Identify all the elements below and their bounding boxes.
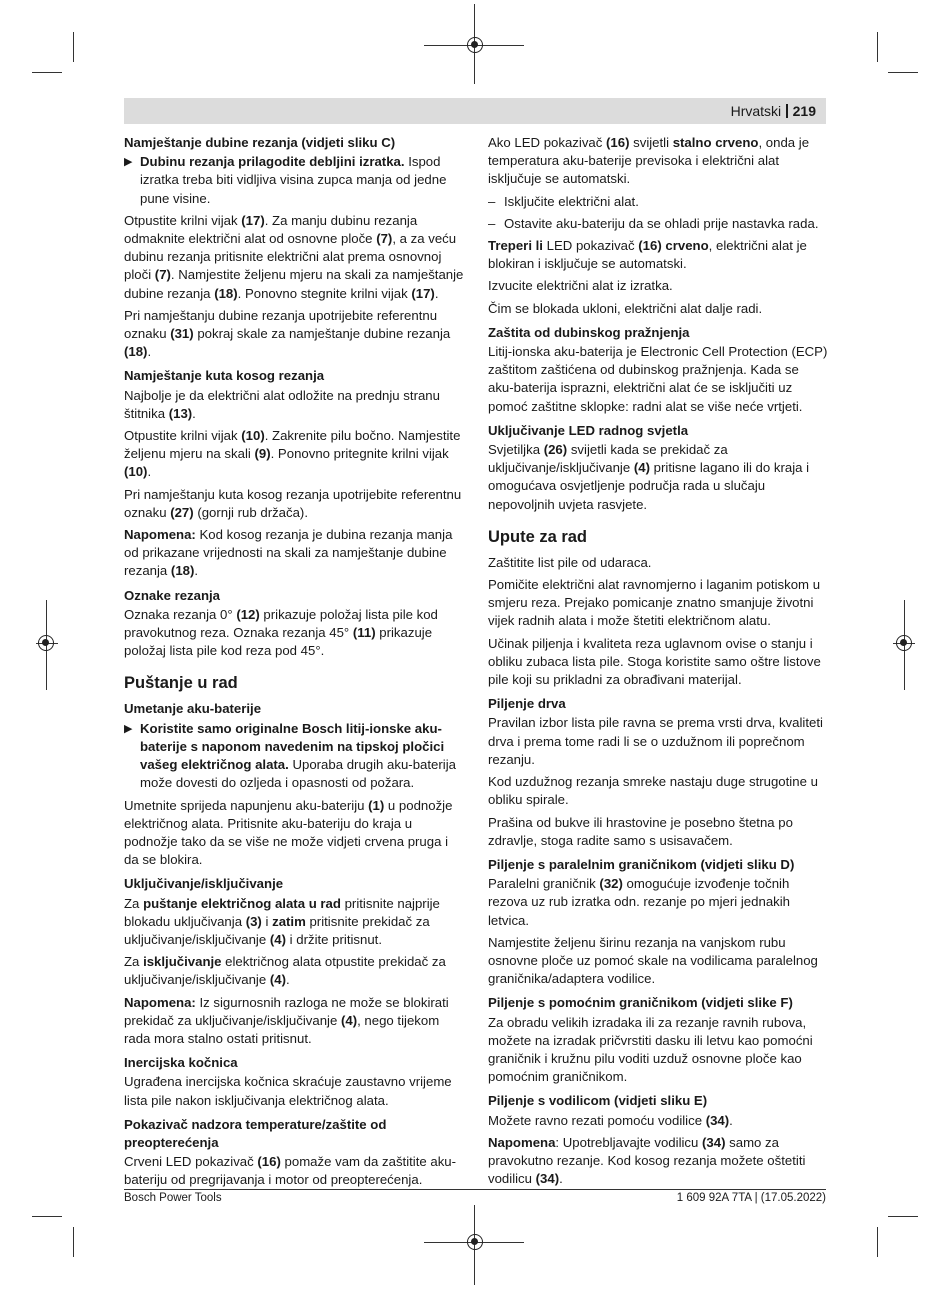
bold-text: (11) xyxy=(352,625,376,641)
bold-text: (9) xyxy=(254,446,271,462)
paragraph: Treperi li LED pokazivač (16) crveno, električni alat je blokiran i isključuje se automatski. xyxy=(488,238,807,272)
bold-text: (34) xyxy=(535,1171,560,1187)
bold-text: (16) xyxy=(606,135,630,150)
paragraph: Otpustite krilni vijak (17). Za manju dubinu rezanja odmaknite električni alat od osnovne ploče (7), a za veću dubinu rezanja pritisnite električni alat prema osnovnoj ploči (7). Namjestite željenu mjeru na skali za namještanje dubine rezanja (18). Ponovno stegnite krilni vijak (17). xyxy=(124,212,464,301)
crop-mark xyxy=(877,32,878,62)
paragraph: Ako LED pokazivač (16) svijetli stalno crveno, onda je temperatura aku-baterije previsoka i električni alat isključuje se automatski. xyxy=(488,135,810,187)
paragraph: Paralelni graničnik (32) omogućuje izvođenje točnih rezova uz rub izratka odn. rezanje po mjeri jednakih letvica. xyxy=(488,876,791,928)
paragraph: Za puštanje električnog alata u rad pritisnite najprije blokadu uključivanja (3) i zatim pritisnite prekidač za uključivanje/isključivanje (4) i držite pritisnut. xyxy=(124,895,440,947)
bold-text: (34) xyxy=(702,1134,726,1150)
bold-text: (10) xyxy=(124,464,148,480)
crop-mark xyxy=(32,72,62,73)
paragraph: Najbolje je da električni alat odložite na prednju stranu štitnika (13). xyxy=(124,387,440,421)
paragraph: Možete ravno rezati pomoću vodilice (34). xyxy=(488,1112,733,1128)
bold-text: (4) xyxy=(633,460,650,476)
bold-text: (1) xyxy=(368,797,385,813)
dash-list-item xyxy=(488,193,828,211)
dash-list-item xyxy=(488,215,828,233)
footer-publisher: Bosch Power Tools xyxy=(124,1192,222,1204)
paragraph: Prašina od bukve ili hrastovine je posebno štetna po zdravlje, stoga radite samo s usisavačem. xyxy=(488,814,793,848)
paragraph: Izvucite električni alat iz izratka. xyxy=(488,278,673,294)
subsection-heading: Zaštita od dubinskog pražnjenja xyxy=(488,324,690,340)
subsection-heading: Namještanje kuta kosog rezanja xyxy=(124,368,325,384)
header-text xyxy=(731,103,816,119)
header-language: Hrvatski xyxy=(730,103,782,119)
paragraph: Napomena: Upotrebljavajte vodilicu (34) samo za pravokutno rezanje. Kod kosog rezanja možete oštetiti vodilicu (34). xyxy=(488,1134,806,1187)
subsection-heading: Umetanje aku-baterije xyxy=(124,701,262,717)
paragraph: Namjestite željenu širinu rezanja na vanjskom rubu osnovne ploče uz pomoć skale na vodilicama paralelnog graničnika/adaptera vodilice. xyxy=(488,934,818,987)
subsection-heading: Uključivanje LED radnog svjetla xyxy=(488,422,689,438)
arrow-bullet-icon: ▶ xyxy=(124,156,133,169)
bold-text: (18) xyxy=(214,285,238,301)
footer-rule xyxy=(124,1189,826,1190)
paragraph: Svjetiljka (26) svijetli kada se prekidač za uključivanje/isključivanje (4) pritisne lagano ili do kraja i omogućava osvjetljenje područja rada u slučaju nepovoljnih uvjeta rasvjete. xyxy=(488,442,810,512)
paragraph: Napomena: Kod kosog rezanja je dubina rezanja manja od prikazane vrijednosti na skali za namještanje dubine rezanja (18). xyxy=(124,527,453,579)
bold-text: (7) xyxy=(376,231,393,247)
paragraph: Za obradu velikih izradaka ili za rezanje ravnih rubova, možete na izradak pričvrstiti dasku ili letvu kao pomoćni graničnik i kružnu pilu voditi uzduž osnovne ploče kao pomoćnim graničnikom. xyxy=(488,1014,813,1085)
bold-text: (12) xyxy=(236,606,260,622)
header-separator xyxy=(786,104,788,118)
bold-text: stalno crveno xyxy=(672,135,759,150)
subsection-heading: Piljenje s pomoćnim graničnikom (vidjeti slike F) xyxy=(488,995,793,1011)
dash-bullet-icon: – xyxy=(488,215,496,231)
subsection-heading: Oznake rezanja xyxy=(124,587,221,603)
paragraph: Umetnite sprijeda napunjenu aku-bateriju (1) u podnožje električnog alata. Pritisnite aku-bateriju do kraja u podnožje tako da se više ne može vidjeti crvena pruga i da se blokira. xyxy=(124,797,453,868)
bold-text: (13) xyxy=(168,405,193,421)
paragraph: Pravilan izbor lista pile ravna se prema vrsti drva, kvaliteti drva i prema tome radi li se o uzdužnom ili poprečnom rezanju. xyxy=(488,715,823,767)
bold-text: zatim xyxy=(272,913,306,929)
section-heading: Puštanje u rad xyxy=(124,674,238,693)
bold-text: puštanje električnog alata u rad xyxy=(143,895,341,911)
paragraph: Čim se blokada ukloni, električni alat dalje radi. xyxy=(488,300,763,316)
paragraph: Litij-ionska aku-baterija je Electronic Cell Protection (ECP) zaštitom zaštićena od dubinskog pražnjenja. Kada se aku-baterija isprazni, električni alat će se isključiti uz pomoć zaštitne sklopke: radni alat se više neće vrtjeti. xyxy=(488,344,828,414)
bold-text: (17) xyxy=(411,285,435,301)
bold-text: (32) xyxy=(599,876,623,892)
bold-text: (26) xyxy=(543,442,568,458)
crop-mark xyxy=(888,72,918,73)
crop-mark xyxy=(73,32,74,62)
bold-text: (4) xyxy=(269,931,286,947)
bold-text: (16) xyxy=(257,1154,281,1170)
paragraph: Kod uzdužnog rezanja smreke nastaju duge strugotine u obliku spirale. xyxy=(488,774,818,808)
paragraph: Crveni LED pokazivač (16) pomaže vam da zaštitite aku-bateriju od pregrijavanja i motor od preopterećenja. xyxy=(124,1154,457,1188)
paragraph: Za isključivanje električnog alata otpustite prekidač za uključivanje/isključivanje (4). xyxy=(124,954,446,988)
bold-text: (4) xyxy=(340,1012,358,1028)
paragraph: Oznaka rezanja 0° (12) prikazuje položaj lista pile kod pravokutnog reza. Oznaka rezanja 45° (11) prikazuje položaj lista pile kod reza pod 45°. xyxy=(124,606,438,659)
bullet-bold-text: Koristite samo originalne Bosch litij-ionske aku-baterije s naponom navedenim na tipskoj pločici vašeg električnog alata. xyxy=(140,720,445,773)
paragraph: Pri namještanju kuta kosog rezanja upotrijebite referentnu oznaku (27) (gornji rub držača). xyxy=(124,486,462,520)
bold-text: (16) crveno xyxy=(638,238,709,254)
dash-item-text: Isključite električni alat. xyxy=(504,193,639,209)
dash-bullet-icon: – xyxy=(488,193,496,209)
registration-mark-icon xyxy=(38,635,54,651)
footer-doc-id: 1 609 92A 7TA | (17.05.2022) xyxy=(676,1192,826,1204)
bold-text: (31) xyxy=(170,326,194,342)
crop-mark xyxy=(877,1227,878,1257)
bold-text: Napomena xyxy=(488,1134,556,1150)
registration-mark-icon xyxy=(467,37,483,53)
bullet-text: Ispod izratka treba biti vidljiva visina zupca manja od jedne pune visine. xyxy=(140,154,447,206)
subsection-heading: Namještanje dubine rezanja (vidjeti sliku C) xyxy=(124,135,396,150)
bold-text: (4) xyxy=(269,972,286,988)
section-heading: Upute za rad xyxy=(488,527,588,546)
subsection-heading: Inercijska kočnica xyxy=(124,1055,238,1071)
instruction-bullet xyxy=(124,720,466,793)
paragraph: Zaštitite list pile od udaraca. xyxy=(488,554,652,570)
bullet-bold-text: Dubinu rezanja prilagodite debljini izratka. xyxy=(140,154,405,170)
bold-text: (7) xyxy=(154,267,171,283)
bold-text: Treperi li xyxy=(488,238,543,254)
crop-mark xyxy=(888,1216,918,1217)
bold-text: (18) xyxy=(170,563,195,579)
bold-text: (10) xyxy=(241,428,265,444)
registration-mark-icon xyxy=(467,1234,483,1250)
crop-mark xyxy=(32,1216,62,1217)
bold-text: (27) xyxy=(170,504,194,520)
bullet-text: Uporaba drugih aku-baterija može dovesti do ozljeda i opasnosti od požara. xyxy=(140,757,456,791)
bold-text: (18) xyxy=(124,344,148,360)
subsection-heading: Uključivanje/isključivanje xyxy=(124,876,284,892)
instruction-bullet xyxy=(124,153,466,208)
bold-text: (17) xyxy=(241,212,265,228)
bold-text: Napomena: xyxy=(124,527,196,543)
bold-text: (34) xyxy=(705,1112,730,1128)
bold-text: isključivanje xyxy=(143,954,222,970)
subsection-heading: Piljenje s paralelnim graničnikom (vidjeti sliku D) xyxy=(488,856,795,872)
arrow-bullet-icon: ▶ xyxy=(124,722,133,735)
paragraph: Otpustite krilni vijak (10). Zakrenite pilu bočno. Namjestite željenu mjeru na skali (9). Ponovno pritegnite krilni vijak (10). xyxy=(124,428,461,480)
crop-mark xyxy=(73,1227,74,1257)
paragraph: Učinak piljenja i kvaliteta reza uglavnom ovise o stanju i obliku zubaca lista pile. Stoga koristite samo oštre listove pile koji su prikladni za obrađivani materijal. xyxy=(488,635,821,688)
subsection-heading: Piljenje drva xyxy=(488,696,566,712)
right-column xyxy=(488,134,828,1192)
left-column xyxy=(124,134,466,1194)
paragraph: Ugrađena inercijska kočnica skraćuje zaustavno vrijeme lista pile nakon isključivanja električnog alata. xyxy=(124,1074,452,1108)
subsection-heading: Pokazivač nadzora temperature/zaštite od preopterećenja xyxy=(124,1116,387,1150)
paragraph: Pomičite električni alat ravnomjerno i laganim potiskom u smjeru reza. Prejako pomicanje znatno smanjuje životni vijek radnih alata i može štetiti električnom alatu. xyxy=(488,577,821,629)
dash-item-text: Ostavite aku-bateriju da se ohladi prije nastavka rada. xyxy=(504,215,819,231)
registration-mark-icon xyxy=(896,635,912,651)
bold-text: (3) xyxy=(245,913,262,929)
subsection-heading: Piljenje s vodilicom (vidjeti sliku E) xyxy=(488,1093,708,1109)
paragraph: Pri namještanju dubine rezanja upotrijebite referentnu oznaku (31) pokraj skale za namještanje dubine rezanja (18). xyxy=(124,307,451,360)
paragraph: Napomena: Iz sigurnosnih razloga ne može se blokirati prekidač za uključivanje/isključivanje (4), nego tijekom rada mora stalno ostati pritisnut. xyxy=(124,994,449,1046)
page-number: 219 xyxy=(792,103,816,119)
bold-text: Napomena: xyxy=(124,994,196,1010)
page-header xyxy=(124,98,826,124)
